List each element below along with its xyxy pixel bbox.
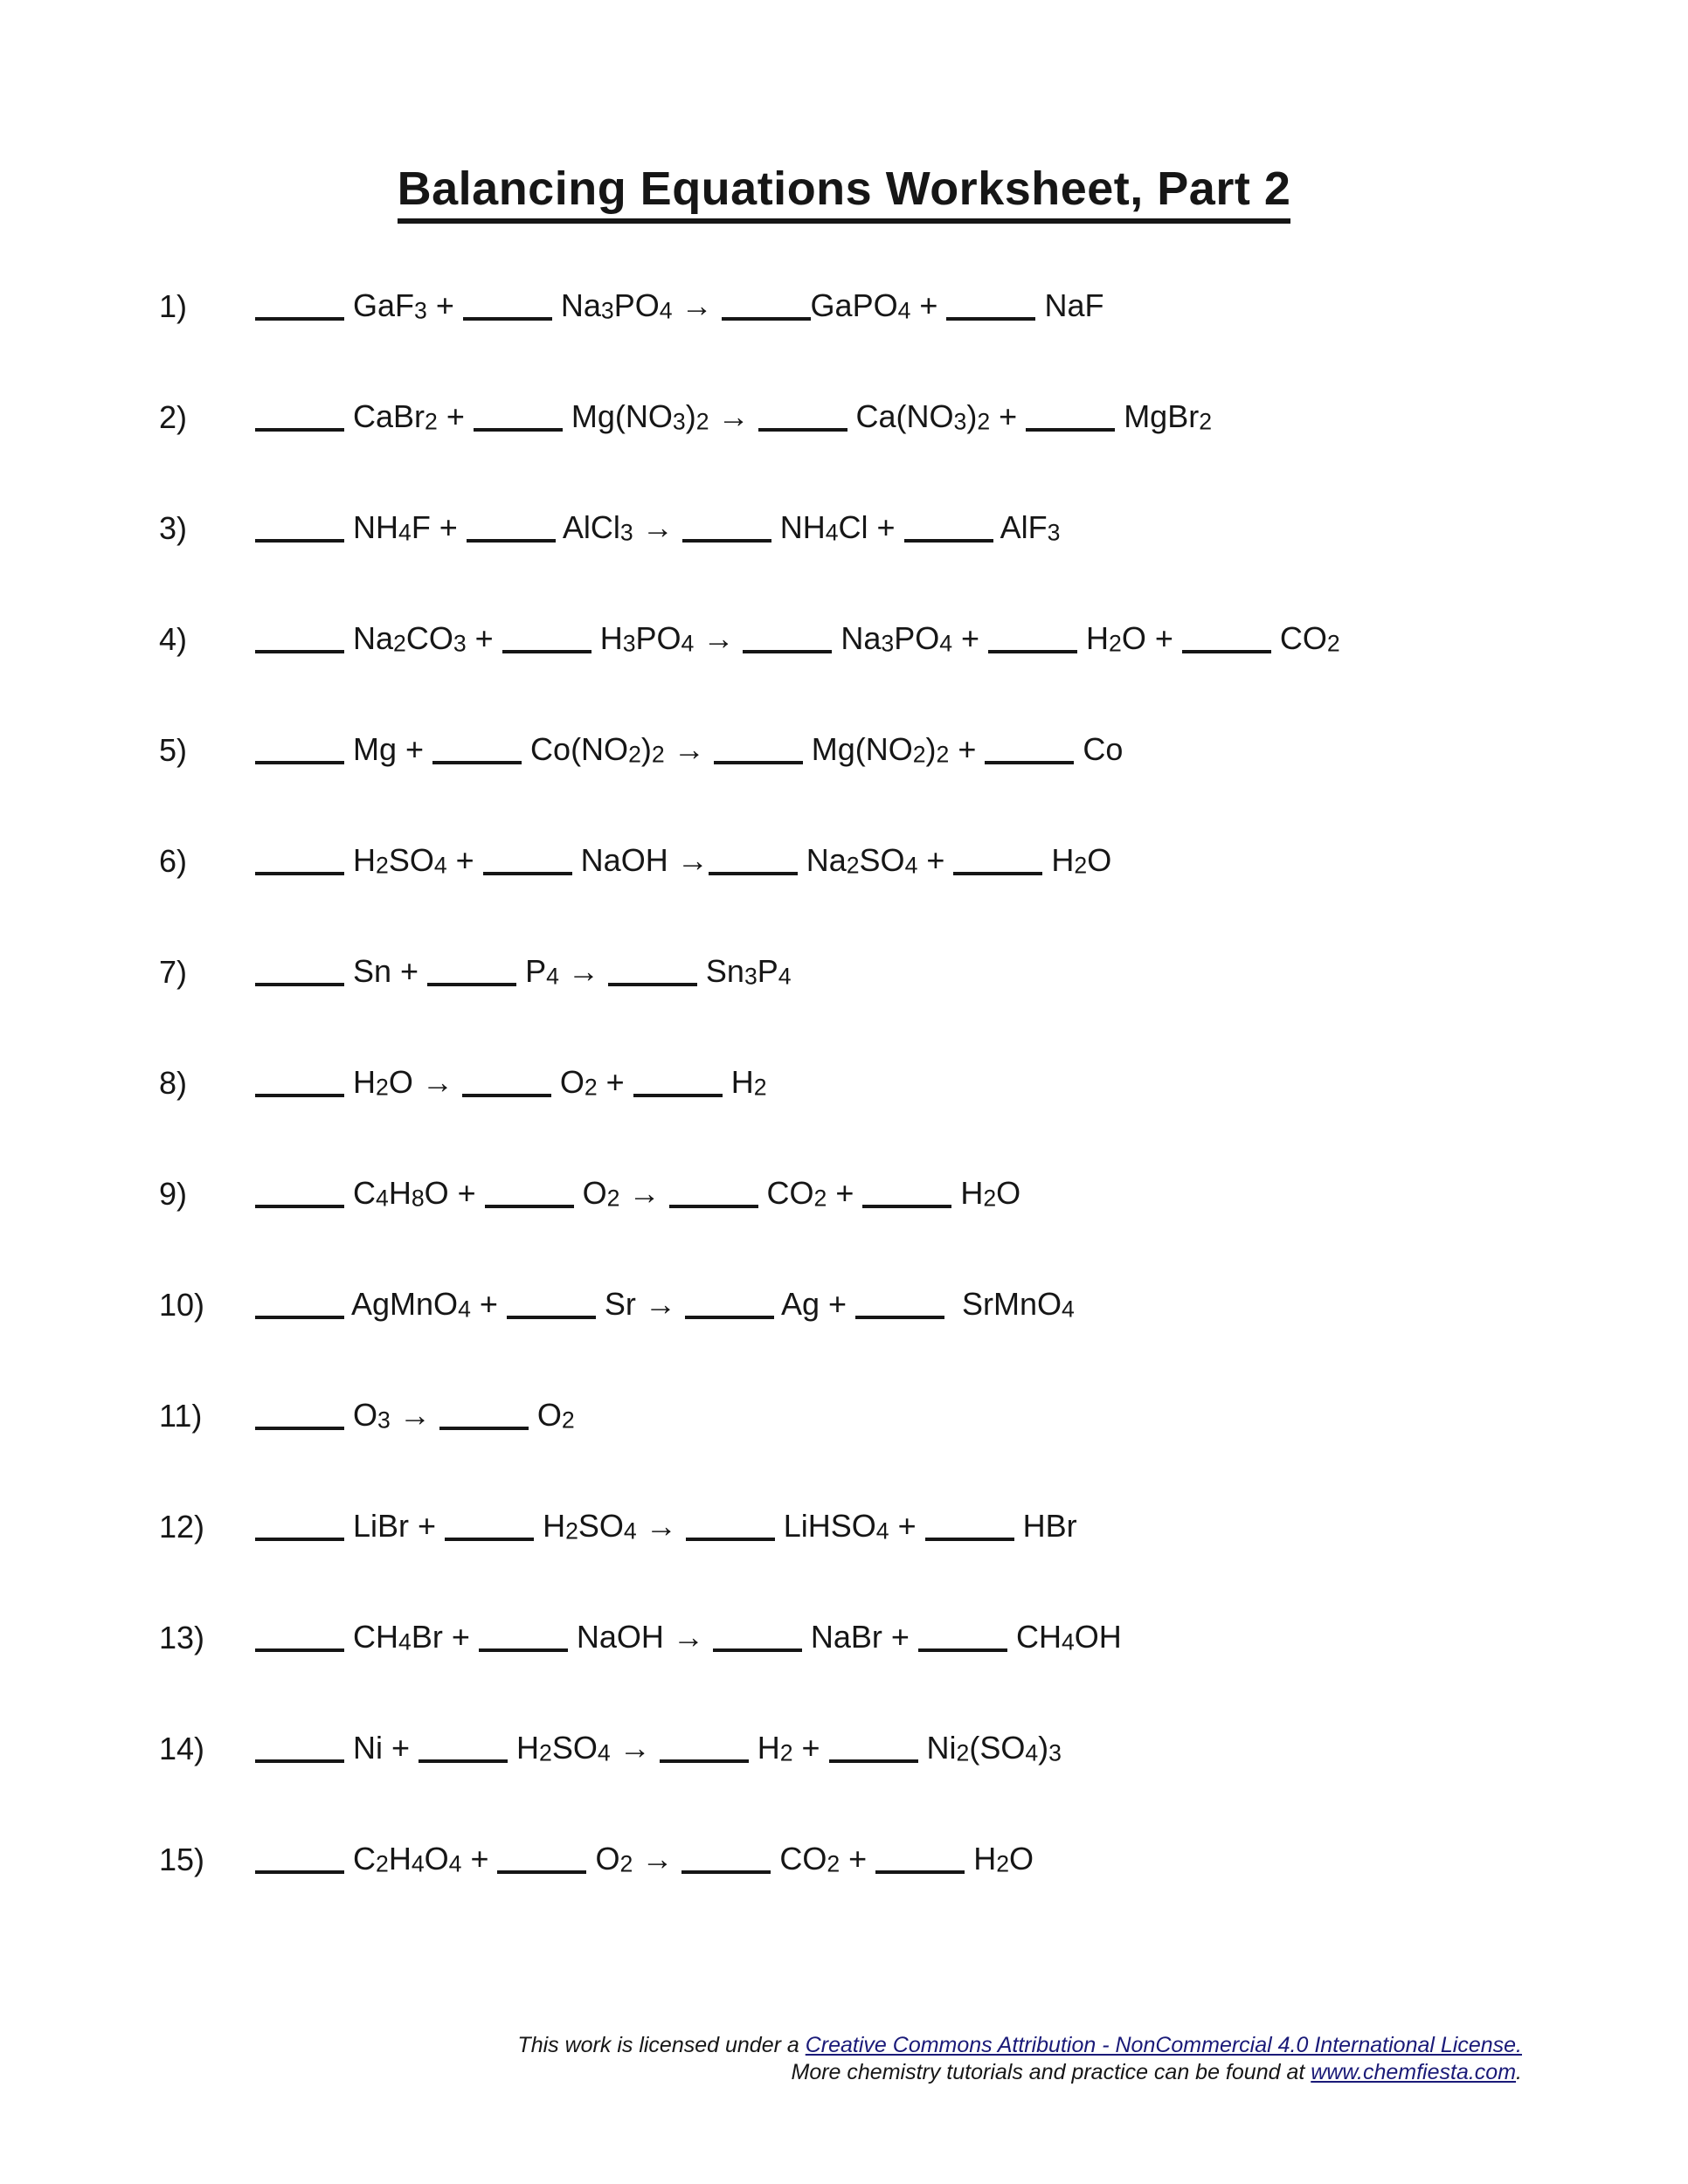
equation: GaF3 + Na3PO4 → GaPO4 + NaF: [255, 287, 1103, 325]
equation: C2H4O4 + O2 → CO2 + H2O: [255, 1841, 1034, 1878]
problem-number: 15): [159, 1841, 205, 1877]
answer-blank: [722, 317, 811, 321]
chemfiesta-prefix-text: More chemistry tutorials and practice can be found at: [791, 2060, 1311, 2084]
subscript: 2: [565, 1517, 578, 1545]
subscript: 4: [597, 1739, 611, 1766]
subscript: 4: [546, 963, 559, 990]
problem-number: 1): [159, 287, 188, 324]
problem-number: 6): [159, 842, 188, 879]
subscript: 4: [623, 1517, 637, 1545]
answer-blank: [255, 872, 344, 875]
answer-blank: [255, 983, 344, 986]
subscript: 4: [398, 1628, 412, 1655]
answer-blank: [686, 1538, 775, 1541]
problem-number: 7): [159, 953, 188, 990]
equation: Mg + Co(NO2)2 → Mg(NO2)2 + Co: [255, 731, 1123, 769]
subscript: 3: [619, 519, 633, 546]
subscript: 2: [846, 852, 860, 879]
equation: Ni + H2SO4 → H2 + Ni2(SO4)3: [255, 1730, 1062, 1767]
problem-number: 4): [159, 620, 188, 657]
answer-blank: [507, 1316, 596, 1319]
problem-row: [0, 805, 1688, 916]
subscript: 4: [1025, 1739, 1039, 1766]
problem-row: [0, 1804, 1688, 1915]
answer-blank: [953, 872, 1042, 875]
answer-blank: [1026, 428, 1115, 432]
subscript: 2: [425, 408, 438, 435]
subscript: 2: [1326, 630, 1340, 657]
answer-blank: [713, 1648, 802, 1652]
answer-blank: [462, 1094, 551, 1097]
subscript: 3: [453, 630, 467, 657]
answer-blank: [758, 428, 847, 432]
equation: C4H8O + O2 → CO2 + H2O: [255, 1175, 1020, 1213]
equation: CH4Br + NaOH → NaBr + CH4OH: [255, 1619, 1122, 1656]
equation: Na2CO3 + H3PO4 → Na3PO4 + H2O + CO2: [255, 620, 1340, 658]
answer-blank: [255, 1427, 344, 1430]
answer-blank: [255, 1759, 344, 1763]
answer-blank: [685, 1316, 774, 1319]
answer-blank: [875, 1870, 965, 1874]
answer-blank: [709, 872, 798, 875]
answer-blank: [918, 1648, 1007, 1652]
subscript: 4: [458, 1296, 471, 1323]
answer-blank: [445, 1538, 534, 1541]
subscript: 2: [651, 741, 665, 768]
problem-number: 3): [159, 509, 188, 546]
subscript: 2: [393, 630, 406, 657]
subscript: 3: [1048, 1739, 1062, 1766]
subscript: 4: [939, 630, 953, 657]
subscript: 2: [912, 741, 926, 768]
answer-blank: [255, 317, 344, 321]
subscript: 2: [936, 741, 950, 768]
problem-row: [0, 473, 1688, 584]
problem-number: 12): [159, 1508, 205, 1545]
subscript: 2: [827, 1850, 841, 1877]
subscript: 4: [1062, 1296, 1075, 1323]
answer-blank: [483, 872, 572, 875]
chemfiesta-link[interactable]: www.chemfiesta.com: [1311, 2060, 1517, 2084]
subscript: 3: [672, 408, 686, 435]
equation: H2O → O2 + H2: [255, 1064, 767, 1102]
subscript: 2: [1199, 408, 1213, 435]
answer-blank: [255, 1648, 344, 1652]
answer-blank: [925, 1538, 1014, 1541]
problem-number: 2): [159, 398, 188, 435]
problem-row: [0, 1027, 1688, 1138]
answer-blank: [497, 1870, 586, 1874]
subscript: 2: [977, 408, 991, 435]
subscript: 4: [875, 1517, 889, 1545]
answer-blank: [985, 761, 1074, 764]
subscript: 4: [411, 1850, 425, 1877]
subscript: 3: [953, 408, 967, 435]
problem-number: 8): [159, 1064, 188, 1101]
license-line-1: [517, 2032, 1522, 2059]
subscript: 4: [433, 852, 447, 879]
answer-blank: [432, 761, 522, 764]
answer-blank: [474, 428, 563, 432]
equation: NH4F + AlCl3 → NH4Cl + AlF3: [255, 509, 1060, 547]
subscript: 3: [600, 297, 614, 324]
subscript: 2: [376, 1850, 389, 1877]
problem-row: [0, 1471, 1688, 1582]
problem-number: 5): [159, 731, 188, 768]
subscript: 3: [881, 630, 895, 657]
subscript: 2: [695, 408, 709, 435]
equation: H2SO4 + NaOH → Na2SO4 + H2O: [255, 842, 1111, 880]
title-wrap: [0, 0, 1688, 216]
subscript: 4: [448, 1850, 462, 1877]
answer-blank: [660, 1759, 749, 1763]
answer-blank: [463, 317, 552, 321]
answer-blank: [255, 1870, 344, 1874]
equation: Sn + P4 → Sn3P4: [255, 953, 792, 991]
subscript: 3: [622, 630, 636, 657]
answer-blank: [988, 650, 1077, 653]
subscript: 2: [561, 1406, 575, 1434]
answer-blank: [669, 1205, 758, 1208]
problem-row: [0, 584, 1688, 695]
answer-blank: [255, 1205, 344, 1208]
problem-row: [0, 916, 1688, 1027]
subscript: 4: [659, 297, 673, 324]
problem-row: [0, 1138, 1688, 1249]
subscript: 3: [377, 1406, 391, 1434]
subscript: 2: [1074, 852, 1088, 879]
problem-number: 10): [159, 1286, 205, 1323]
answer-blank: [681, 1870, 771, 1874]
answer-blank: [633, 1094, 723, 1097]
equation: O3 → O2: [255, 1397, 575, 1434]
problem-number: 14): [159, 1730, 205, 1766]
answer-blank: [255, 1094, 344, 1097]
equation: CaBr2 + Mg(NO3)2 → Ca(NO3)2 + MgBr2: [255, 398, 1212, 436]
subscript: 2: [539, 1739, 552, 1766]
answer-blank: [427, 983, 516, 986]
answer-blank: [479, 1648, 568, 1652]
problem-row: [0, 1582, 1688, 1693]
problem-row: [0, 1360, 1688, 1471]
answer-blank: [439, 1427, 529, 1430]
subscript: 2: [753, 1074, 767, 1101]
answer-blank: [255, 539, 344, 543]
license-line-2: [517, 2059, 1522, 2086]
answer-blank: [946, 317, 1035, 321]
answer-blank: [255, 1538, 344, 1541]
answer-blank: [255, 650, 344, 653]
answer-blank: [255, 761, 344, 764]
subscript: 2: [983, 1185, 997, 1212]
subscript: 2: [996, 1850, 1009, 1877]
subscript: 2: [813, 1185, 827, 1212]
answer-blank: [855, 1316, 944, 1319]
equation: LiBr + H2SO4 → LiHSO4 + HBr: [255, 1508, 1077, 1545]
answer-blank: [485, 1205, 574, 1208]
answer-blank: [862, 1205, 951, 1208]
subscript: 4: [897, 297, 911, 324]
answer-blank: [1182, 650, 1271, 653]
answer-blank: [419, 1759, 508, 1763]
problem-number: 11): [159, 1397, 203, 1434]
subscript: 2: [376, 852, 389, 879]
subscript: 2: [619, 1850, 633, 1877]
answer-blank: [255, 428, 344, 432]
subscript: 4: [778, 963, 792, 990]
problem-row: [0, 695, 1688, 805]
answer-blank: [904, 539, 993, 543]
problem-row: [0, 362, 1688, 473]
problem-number: 9): [159, 1175, 188, 1212]
subscript: 2: [606, 1185, 620, 1212]
subscript: 2: [584, 1074, 598, 1101]
license-prefix-text: This work is licensed under a: [517, 2033, 806, 2057]
answer-blank: [608, 983, 697, 986]
subscript: 2: [956, 1739, 970, 1766]
subscript: 3: [1047, 519, 1061, 546]
subscript: 4: [1061, 1628, 1075, 1655]
subscript: 8: [411, 1185, 425, 1212]
subscript: 2: [1109, 630, 1122, 657]
footer-period: .: [1516, 2060, 1522, 2084]
subscript: 4: [825, 519, 839, 546]
page-title: Balancing Equations Worksheet, Part 2: [398, 162, 1291, 223]
subscript: 4: [904, 852, 918, 879]
subscript: 2: [779, 1739, 793, 1766]
answer-blank: [714, 761, 803, 764]
subscript: 3: [414, 297, 427, 324]
answer-blank: [743, 650, 832, 653]
answer-blank: [467, 539, 556, 543]
problem-number: 13): [159, 1619, 205, 1655]
subscript: 2: [628, 741, 641, 768]
subscript: 4: [376, 1185, 389, 1212]
problem-row: [0, 1693, 1688, 1804]
problem-row: [0, 251, 1688, 362]
answer-blank: [255, 1316, 344, 1319]
subscript: 2: [376, 1074, 389, 1101]
subscript: 4: [398, 519, 412, 546]
subscript: 3: [744, 963, 758, 990]
answer-blank: [502, 650, 591, 653]
cc-license-link[interactable]: Creative Commons Attribution - NonCommercial 4.0 International License.: [805, 2033, 1522, 2057]
license-footer: [517, 2032, 1522, 2086]
subscript: 4: [681, 630, 695, 657]
answer-blank: [829, 1759, 918, 1763]
problem-list: [0, 251, 1688, 1915]
equation: AgMnO4 + Sr → Ag + SrMnO4: [255, 1286, 1075, 1324]
answer-blank: [682, 539, 771, 543]
problem-row: [0, 1249, 1688, 1360]
